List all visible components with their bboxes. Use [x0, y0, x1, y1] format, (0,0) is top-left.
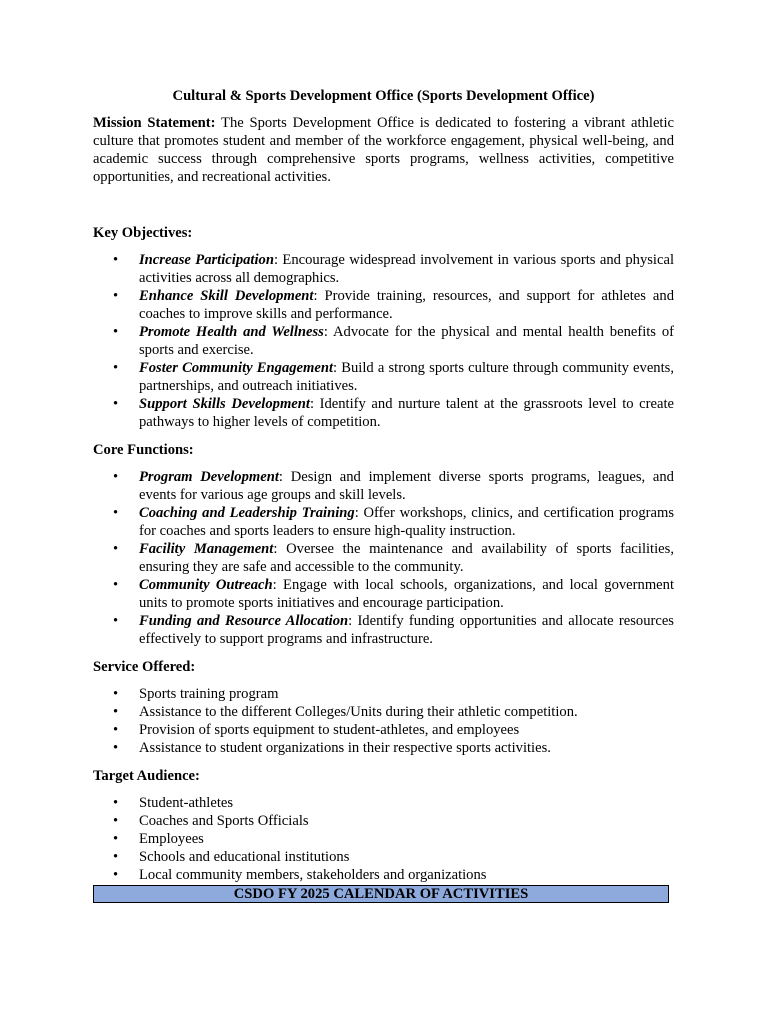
list-item: [93, 866, 674, 884]
function-text: : Design and implement diverse sports programs, leagues, and events for various age groups and skill levels.: [139, 469, 674, 503]
bullet-icon: •: [113, 831, 119, 847]
core-functions-heading: Core Functions:: [93, 442, 194, 458]
objective-term: Support Skills Development: [139, 396, 310, 412]
list-item: [93, 739, 674, 757]
target-audience-heading: Target Audience:: [93, 768, 200, 784]
list-item: [93, 323, 674, 359]
core-functions-list: [93, 468, 674, 648]
list-item: [93, 612, 674, 648]
objective-text: : Build a strong sports culture through community events, partnerships, and outreach initiatives.: [139, 360, 674, 394]
bullet-icon: •: [113, 686, 119, 702]
function-term: Coaching and Leadership Training: [139, 505, 355, 521]
list-item: [93, 287, 674, 323]
service-text: Sports training program: [139, 686, 279, 702]
list-item: [93, 830, 674, 848]
bullet-icon: •: [113, 360, 119, 376]
list-item: [93, 251, 674, 287]
objective-text: : Advocate for the physical and mental health benefits of sports and exercise.: [139, 324, 675, 358]
bullet-icon: •: [113, 867, 119, 883]
bullet-icon: •: [113, 795, 119, 811]
list-item: [93, 540, 674, 576]
services-list: [93, 685, 674, 757]
function-term: Community Outreach: [139, 577, 273, 593]
objective-term: Foster Community Engagement: [139, 360, 334, 376]
objective-text: : Identify and nurture talent at the grassroots level to create pathways to higher levels of competition.: [139, 396, 674, 430]
list-item: [93, 721, 674, 739]
objective-term: Enhance Skill Development: [139, 288, 314, 304]
mission-text: The Sports Development Office is dedicated to fostering a vibrant athletic culture that promotes student and member of the workforce engagement, physical well-being, and academic success through comprehensive sports programs, wellness activities, competitive opportunities, and recreational activities.: [93, 115, 675, 185]
objective-term: Promote Health and Wellness: [139, 324, 324, 340]
key-objectives-heading: Key Objectives:: [93, 225, 193, 241]
service-text: Assistance to student organizations in their respective sports activities.: [139, 740, 551, 756]
bullet-icon: •: [113, 613, 119, 629]
bullet-icon: •: [113, 505, 119, 521]
list-item: [93, 685, 674, 703]
audience-text: Employees: [139, 831, 204, 847]
function-text: : Identify funding opportunities and allocate resources effectively to support programs and infrastructure.: [139, 613, 674, 647]
audience-text: Coaches and Sports Officials: [139, 813, 309, 829]
mission-statement: [93, 114, 674, 186]
function-text: : Engage with local schools, organizations, and local government units to promote sports initiatives and encourage participation.: [139, 577, 674, 611]
function-text: : Oversee the maintenance and availability of sports facilities, ensuring they are safe and accessible to the community.: [139, 541, 674, 575]
bullet-icon: •: [113, 288, 119, 304]
function-term: Facility Management: [139, 541, 274, 557]
list-item: [93, 848, 674, 866]
audience-text: Student-athletes: [139, 795, 234, 811]
bullet-icon: •: [113, 740, 119, 756]
bullet-icon: •: [113, 722, 119, 738]
calendar-title-bar: CSDO FY 2025 CALENDAR OF ACTIVITIES: [93, 885, 669, 903]
mission-label: Mission Statement:: [93, 115, 216, 131]
bullet-icon: •: [113, 849, 119, 865]
service-text: Provision of sports equipment to student-athletes, and employees: [139, 722, 520, 738]
bullet-icon: •: [113, 577, 119, 593]
bullet-icon: •: [113, 813, 119, 829]
key-objectives-list: [93, 251, 674, 431]
objective-text: : Provide training, resources, and support for athletes and coaches to improve skills and performance.: [139, 288, 675, 322]
bullet-icon: •: [113, 252, 119, 268]
audience-text: Schools and educational institutions: [139, 849, 350, 865]
list-item: [93, 359, 674, 395]
list-item: [93, 395, 674, 431]
target-audience-list: [93, 794, 674, 884]
list-item: [93, 812, 674, 830]
objective-text: : Encourage widespread involvement in various sports and physical activities across all demographics.: [139, 252, 674, 286]
list-item: [93, 703, 674, 721]
list-item: [93, 504, 674, 540]
objective-term: Increase Participation: [139, 252, 274, 268]
list-item: [93, 576, 674, 612]
function-term: Funding and Resource Allocation: [139, 613, 349, 629]
function-text: : Offer workshops, clinics, and certification programs for coaches and sports leaders to ensure high-quality instruction.: [139, 505, 674, 539]
bullet-icon: •: [113, 396, 119, 412]
bullet-icon: •: [113, 704, 119, 720]
function-term: Program Development: [139, 469, 279, 485]
document-title: Cultural & Sports Development Office (Sports Development Office): [172, 88, 595, 104]
list-item: [93, 468, 674, 504]
list-item: [93, 794, 674, 812]
service-text: Assistance to the different Colleges/Units during their athletic competition.: [139, 704, 578, 720]
bullet-icon: •: [113, 541, 119, 557]
audience-text: Local community members, stakeholders and organizations: [139, 867, 487, 883]
services-heading: Service Offered:: [93, 659, 196, 675]
bullet-icon: •: [113, 324, 119, 340]
bullet-icon: •: [113, 469, 119, 485]
document-content: [93, 87, 674, 903]
